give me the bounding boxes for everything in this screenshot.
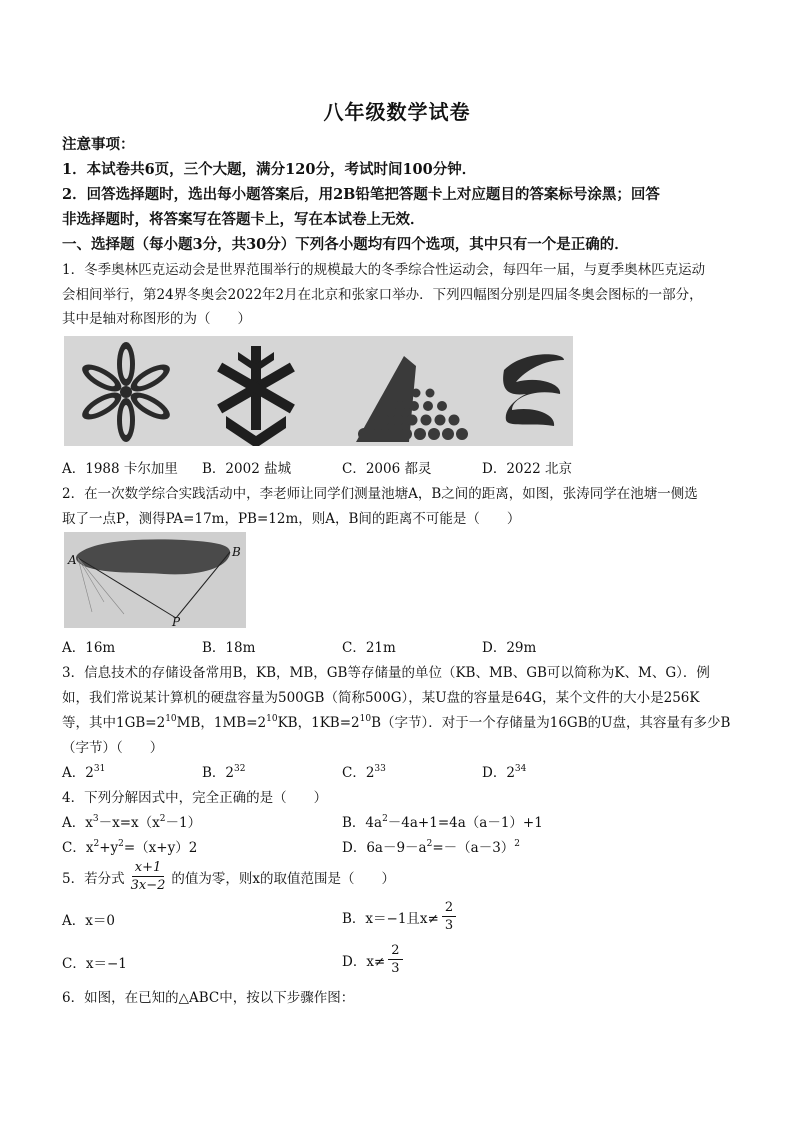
q2-option-b: B．18m xyxy=(202,640,256,656)
option-label: A．2 xyxy=(62,765,94,781)
q1-line-1: 1．冬季奥林匹克运动会是世界范围举行的规模最大的冬季综合性运动会，每四年一届，与夏季奥林匹克运动 xyxy=(62,262,706,278)
q3-line-3-part: B（字节）．对于一个存储量为16GB的U盘，其容量有多少B xyxy=(371,715,731,731)
q5-option-d-fraction xyxy=(388,943,402,976)
fraction-numerator: 2 xyxy=(442,900,456,917)
q3-line-3-part: MB，1MB=2 xyxy=(176,715,267,731)
q5-stem-part: 的值为零，则x的取值范围是（ ） xyxy=(171,870,395,887)
q1-option-d: D．2022 北京 xyxy=(482,461,572,477)
pond-figure xyxy=(64,532,246,628)
q3-line-3 xyxy=(62,711,730,731)
math-part: －1） xyxy=(165,815,202,831)
q3-exponent: 10 xyxy=(165,714,177,724)
q1-figure xyxy=(64,336,573,446)
point-b-label: B xyxy=(232,545,241,559)
fraction-numerator: 2 xyxy=(388,943,402,960)
q1-option-a: A．1988 卡尔加里 xyxy=(62,461,178,477)
math-part: +y xyxy=(99,840,119,856)
q2-line-2: 取了一点P，测得PA=17m，PB=12m，则A，B间的距离不可能是（ ） xyxy=(62,511,521,527)
q2-option-a: A．16m xyxy=(62,640,116,656)
math-part: D．6a－9－a xyxy=(342,840,427,856)
math-exponent: 2 xyxy=(159,814,166,824)
option-exponent: 32 xyxy=(234,764,246,774)
section-heading: 一、选择题（每小题3分，共30分）下列各小题均有四个选项，其中只有一个是正确的． xyxy=(62,236,629,253)
q5-fraction xyxy=(128,860,169,893)
q2-line-1: 2．在一次数学综合实践活动中，李老师让同学们测量池塘A，B之间的距离，如图，张涛同学在池塘一侧选 xyxy=(62,486,698,502)
q3-line-1: 3．信息技术的存储设备常用B，KB，MB，GB等存储量的单位（KB、MB、GB可以简称为K、M、G）．例 xyxy=(62,665,710,681)
q3-exponent: 10 xyxy=(359,714,372,724)
math-exponent: 2 xyxy=(426,839,433,849)
point-a-label: A xyxy=(68,553,77,567)
math-part: =（x+y）2 xyxy=(123,840,198,856)
q4-stem: 4．下列分解因式中，完全正确的是（ ） xyxy=(62,790,328,806)
option-exponent: 31 xyxy=(93,764,106,774)
math-exponent: 2 xyxy=(382,814,388,824)
notice-heading: 注意事项： xyxy=(62,136,135,153)
option-exponent: 34 xyxy=(514,764,527,774)
q2-figure xyxy=(64,532,246,628)
notice-item-2a: 2．回答选择题时，选出每小题答案后，用2B铅笔把答题卡上对应题目的答案标号涂黑；回答 xyxy=(62,186,660,203)
q3-line-4: （字节）（ ） xyxy=(62,740,164,756)
math-part: B．4a xyxy=(342,815,383,831)
option-exponent: 33 xyxy=(374,764,386,774)
q1-line-3: 其中是轴对称图形的为（ ） xyxy=(62,311,251,327)
math-part: =－（a－3） xyxy=(432,840,515,856)
math-part: C．x xyxy=(62,840,94,856)
option-text: D．x≠ xyxy=(342,953,386,970)
q3-option-b xyxy=(202,761,245,781)
point-p-label: P xyxy=(172,615,181,628)
q4-option-a xyxy=(62,811,201,831)
q3-option-c xyxy=(342,761,386,781)
q5-option-d xyxy=(342,943,406,976)
option-label: B．2 xyxy=(202,765,235,781)
math-part: －4a+1=4a（a－1）+1 xyxy=(387,815,543,831)
q5-option-b xyxy=(342,900,459,933)
q3-line-3-part: KB，1KB=2 xyxy=(277,715,360,731)
q5-option-a: A．x＝0 xyxy=(62,913,115,929)
page-title: 八年级数学试卷 xyxy=(323,100,471,124)
q5-stem-part: 5．若分式 xyxy=(62,870,125,887)
notice-item-1: 1．本试卷共6页，三个大题，满分120分，考试时间100分钟． xyxy=(62,161,477,178)
q3-line-2: 如，我们常说某计算机的硬盘容量为500GB（简称500G），某U盘的容量是64G，某个文件的大小是256K xyxy=(62,690,700,706)
q2-option-c: C．21m xyxy=(342,640,396,656)
q5-option-c: C．x＝−1 xyxy=(62,956,127,972)
q2-option-d: D．29m xyxy=(482,640,537,656)
fraction-numerator: x+1 xyxy=(132,860,165,877)
q4-option-c xyxy=(62,836,197,856)
q1-option-b: B．2002 盐城 xyxy=(202,461,292,477)
option-label: C．2 xyxy=(342,765,375,781)
math-exponent: 2 xyxy=(118,839,124,849)
option-label: D．2 xyxy=(482,765,515,781)
olympic-emblems-figure xyxy=(64,336,573,446)
q3-option-d xyxy=(482,761,526,781)
fraction-denominator: 3x−2 xyxy=(130,878,166,893)
q1-option-c: C．2006 都灵 xyxy=(342,461,432,477)
q4-option-d xyxy=(342,836,520,856)
fraction-denominator: 3 xyxy=(444,918,454,933)
q6-stem: 6．如图，在已知的△ABC中，按以下步骤作图： xyxy=(62,990,355,1006)
math-part: A．x xyxy=(62,815,93,831)
q3-exponent: 10 xyxy=(266,714,278,724)
math-exponent: 3 xyxy=(92,814,99,824)
q4-option-b xyxy=(342,811,543,831)
option-text: B．x＝−1且x≠ xyxy=(342,910,439,927)
fraction-denominator: 3 xyxy=(391,961,400,976)
q5-stem xyxy=(62,860,395,893)
math-exponent: 2 xyxy=(514,839,521,849)
math-exponent: 2 xyxy=(93,839,100,849)
q5-option-b-fraction xyxy=(442,900,456,933)
q3-option-a xyxy=(62,761,105,781)
math-part: －x=x（x xyxy=(98,815,160,831)
q1-line-2: 会相间举行，第24界冬奥会2022年2月在北京和张家口举办．下列四幅图分别是四届冬奥会图标的一部分， xyxy=(62,287,703,303)
notice-item-2b: 非选择题时，将答案写在答题卡上，写在本试卷上无效． xyxy=(62,211,425,228)
q3-line-3-part: 等，其中1GB=2 xyxy=(62,715,166,731)
